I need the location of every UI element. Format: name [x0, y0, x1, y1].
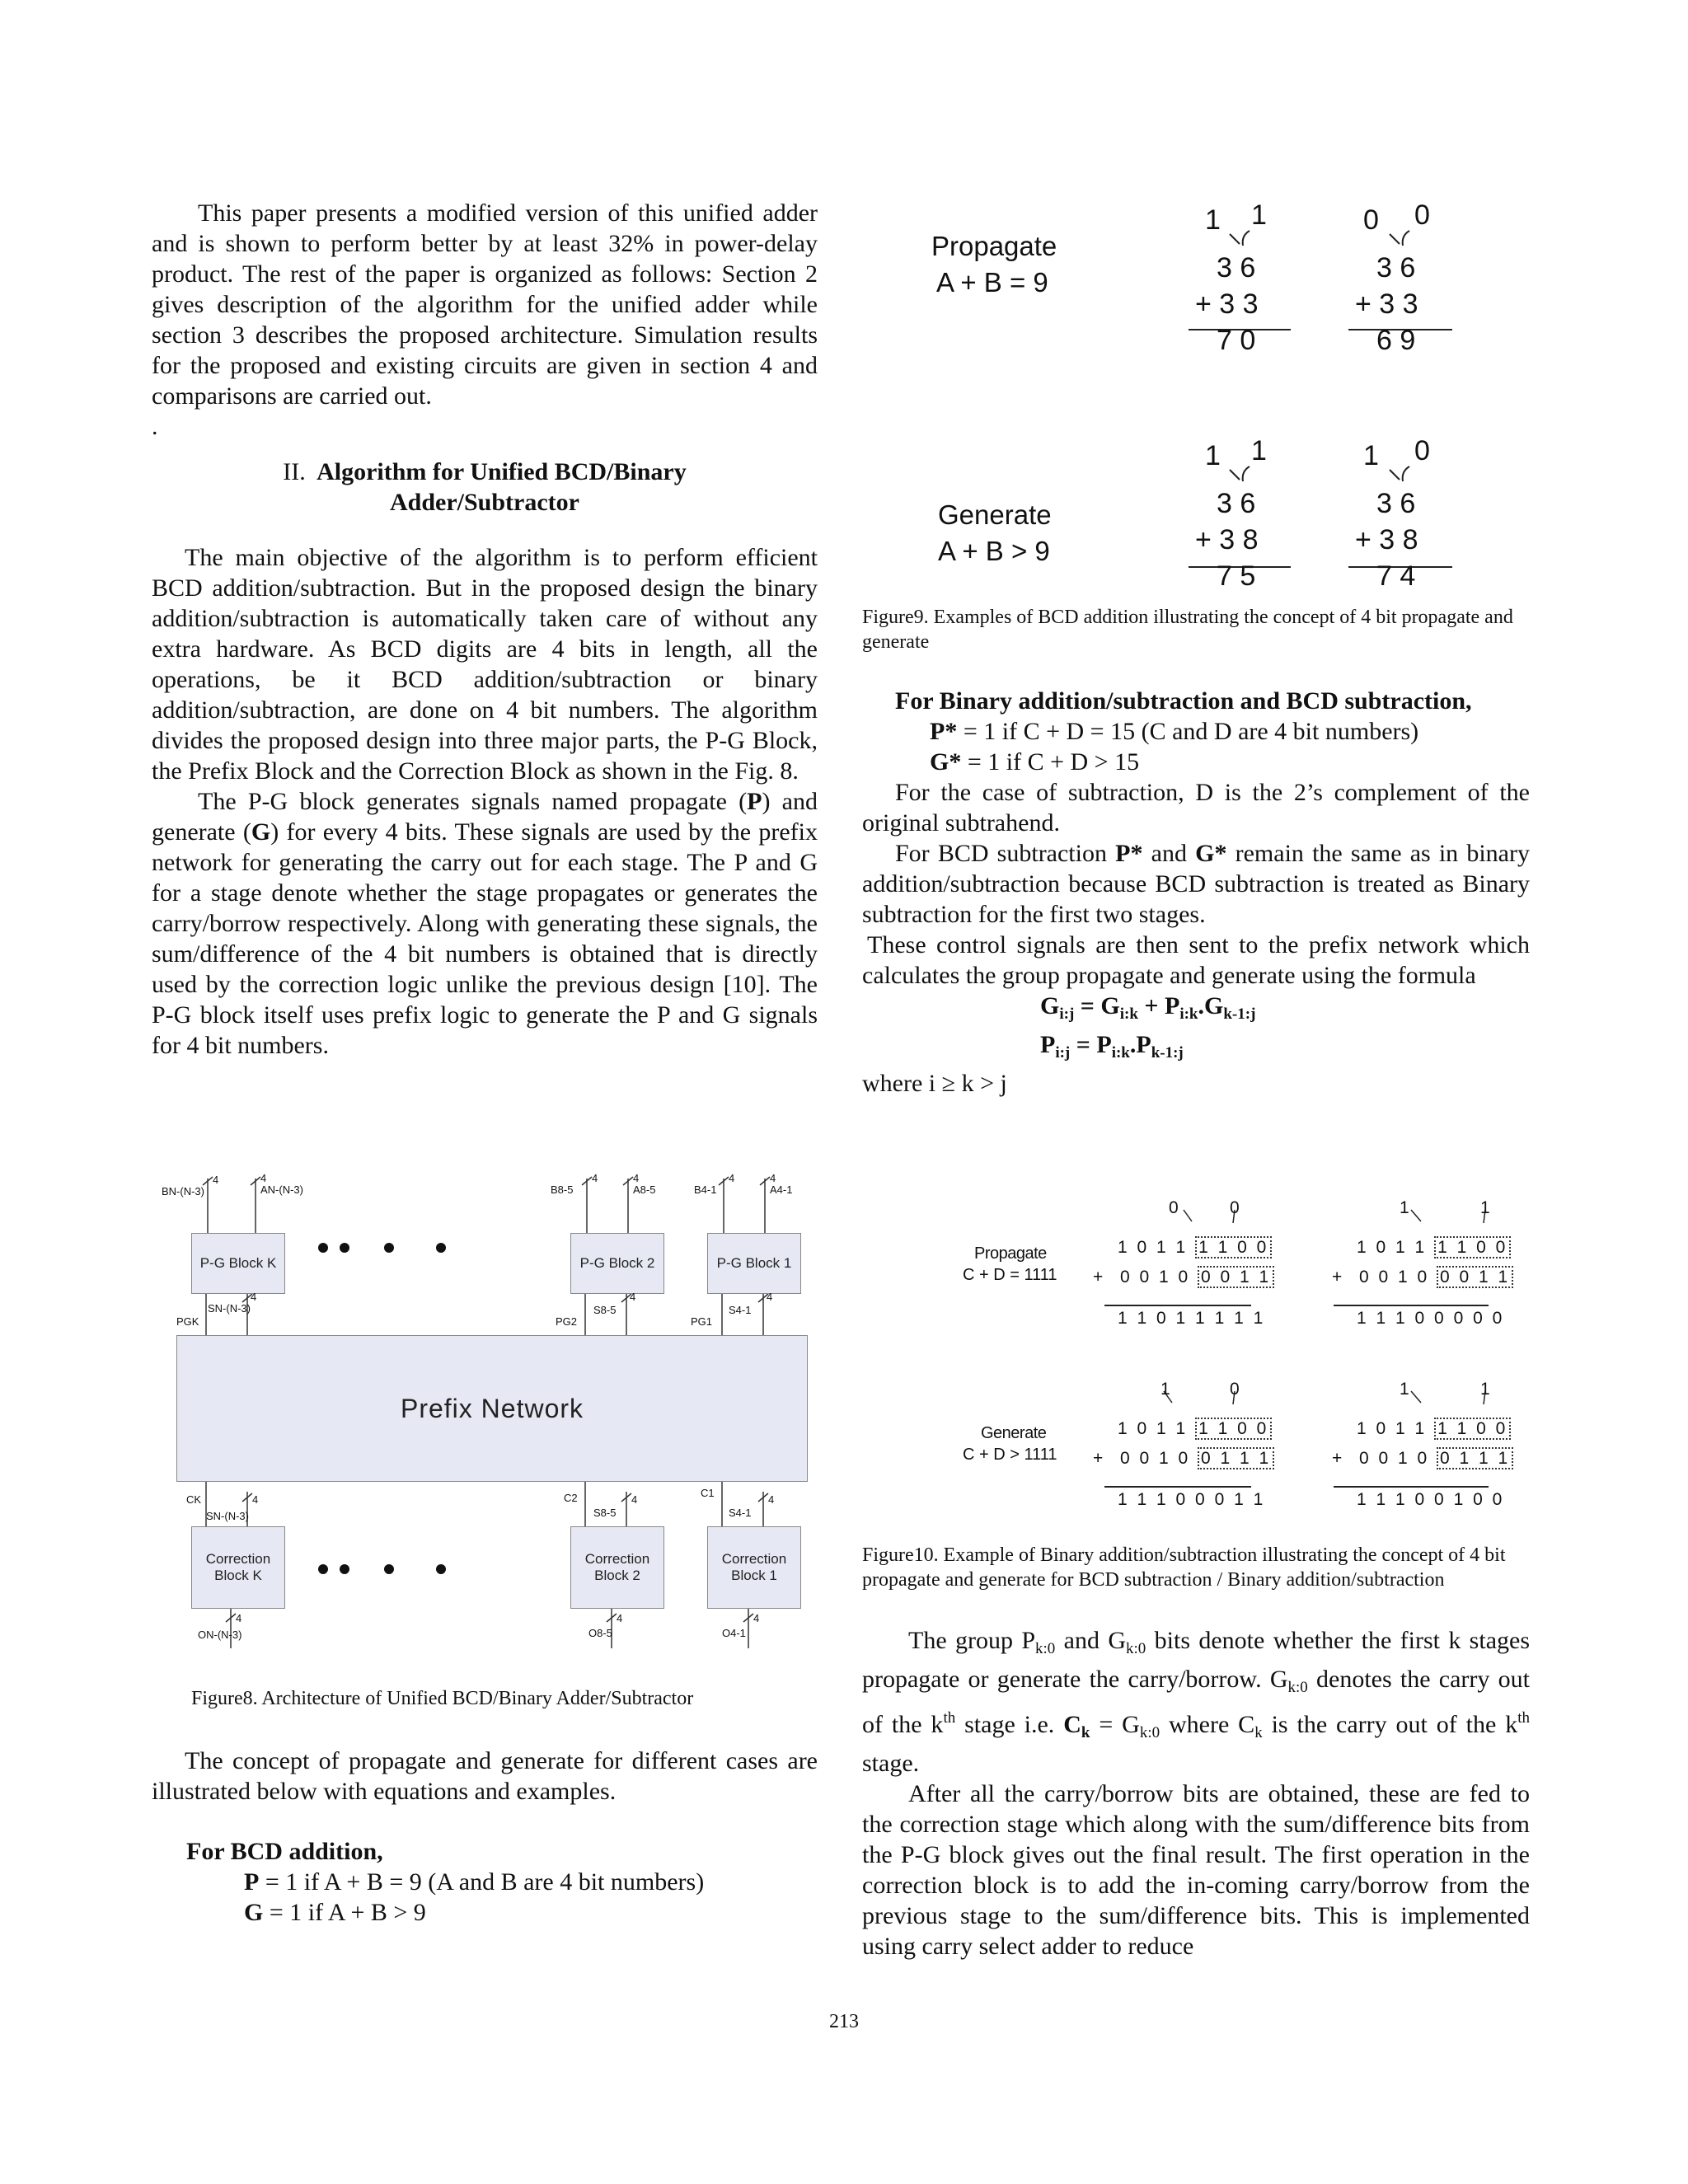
fig10-g2-sum: 1 1 1 0 0 1 0 0: [1357, 1490, 1505, 1509]
label-pg2: PG2: [556, 1315, 578, 1328]
fig10-p1-a-hi: 1 0 1 1: [1118, 1238, 1189, 1257]
label-s41-bottom: S4-1: [729, 1507, 752, 1519]
fig10-propagate-eq: C + D = 1111: [963, 1266, 1057, 1284]
correction-1-line2: Block 1: [731, 1568, 777, 1583]
eq-gstar-symbol: G*: [930, 748, 962, 776]
label-s41-top: S4-1: [729, 1304, 752, 1316]
fig9-p2-a: 3 6: [1376, 252, 1416, 284]
bcd-sub-gstar: G*: [1195, 840, 1227, 867]
bcd-sub-pstar: P*: [1115, 840, 1143, 867]
group-c: bits denote whether the first k stages propagate or generate the carry/borrow. G: [862, 1627, 1530, 1693]
fig10-g1-carry-left: 1: [1160, 1380, 1173, 1399]
fig10-p1-b: [1093, 1268, 1274, 1287]
label-width-o85: 4: [617, 1612, 623, 1624]
fp-p-sub: i:j: [1055, 1044, 1071, 1062]
fig9-g2-sum: 7 4: [1376, 560, 1416, 592]
group-sub3: k:0: [1287, 1679, 1308, 1696]
fig10-g1-a: [1118, 1419, 1272, 1439]
bcd-sub-b: remain the same as in binary addition/subtraction because BCD subtraction is treated as Binary subtraction for the first two stages.: [862, 840, 1530, 928]
fg-a-sub: i:k: [1119, 1005, 1138, 1023]
group-g: where C: [1160, 1711, 1255, 1738]
fg-b-sub: i:k: [1179, 1005, 1198, 1023]
fig9-p2-b: + 3 3: [1355, 288, 1418, 320]
fig10-p1-b-hi: 0 0 1 0: [1119, 1268, 1191, 1286]
fig9-generate-eq: A + B > 9: [938, 536, 1050, 566]
label-width-a85: 4: [633, 1172, 640, 1184]
fp-p: P: [1040, 1031, 1056, 1058]
bcd-sub-a: For BCD subtraction: [895, 840, 1116, 867]
label-width-an: 4: [260, 1172, 267, 1184]
fp-b-sub: k-1:j: [1151, 1044, 1184, 1062]
fig10-p2-b-lo: 0 0 1 1: [1437, 1266, 1513, 1288]
fig10-p1-a-lo: 1 1 0 0: [1195, 1236, 1272, 1258]
fig10-g1-b: [1093, 1449, 1274, 1469]
intro-paragraph: This paper presents a modified version of this unified adder and is shown to perform better by at least 32% in power-delay product. The rest of the paper is organized as follows: Section 2 gives description of the algorithm for the unified adder while section 3 describes the proposed architecture. Simulation results for the proposed and existing circuits are given in section 4 and comparisons are carried out.: [152, 199, 818, 410]
fig10-p1-plus: +: [1093, 1268, 1106, 1286]
fig10-p2-plus: +: [1332, 1268, 1345, 1286]
label-width-a41: 4: [770, 1172, 776, 1184]
eq-p-symbol: P: [244, 1868, 260, 1896]
pg-block-1: P-G Block 1: [707, 1233, 801, 1294]
label-pgk: PGK: [176, 1315, 199, 1328]
pg-text-c: ) for every 4 bits. These signals are used by the prefix network for generating the carry out for each stage. The P and G for a stage denote whether the stage propagates or generates the carry/borrow respectively. Along with generating these signals, the sum/difference of the 4 bit numbers is obtained that is directly used by the correction logic unlike the previous design [10]. The P-G block itself uses prefix logic to generate the P and G signals for 4 bit numbers.: [152, 818, 818, 1059]
fig10-p1-a: [1118, 1238, 1272, 1258]
fig10-generate-label: Generate: [981, 1424, 1047, 1442]
group-ck-sub: k: [1081, 1724, 1090, 1741]
section-heading: [152, 457, 818, 518]
fig9-g2-b: + 3 8: [1355, 524, 1418, 555]
label-c2: C2: [564, 1492, 578, 1504]
fig9-g1-a: 3 6: [1217, 488, 1256, 519]
fig10-p2-a: [1357, 1238, 1511, 1258]
fig9-g2-carry-right: 0: [1414, 435, 1430, 466]
fig10-g1-a-lo: 1 1 0 0: [1195, 1418, 1272, 1440]
fig10-g1-b-lo: 0 1 1 1: [1198, 1447, 1274, 1469]
label-s85-top: S8-5: [593, 1304, 617, 1316]
fig10-g2-b-hi: 0 0 1 0: [1358, 1449, 1430, 1468]
pg-text-P: P: [747, 788, 762, 815]
fig9-g2-carry-left: 1: [1363, 440, 1379, 471]
label-width-onk: 4: [236, 1612, 242, 1624]
fig9-g1-sum: 7 5: [1217, 560, 1256, 592]
label-width-s85-top: 4: [630, 1291, 636, 1303]
group-sub4: k:0: [1139, 1724, 1160, 1741]
fig9-g1-b: + 3 8: [1195, 524, 1259, 555]
bcd-subtraction-paragraph: [862, 838, 1530, 930]
fig10-p1-carry-right: 0: [1230, 1198, 1242, 1217]
fig10-p1-b-lo: 0 0 1 1: [1198, 1266, 1274, 1288]
label-o85: O8-5: [588, 1627, 612, 1639]
fg-b: + P: [1137, 992, 1180, 1019]
section-title-line2: Adder/Subtractor: [390, 489, 579, 516]
prefix-network: Prefix Network: [176, 1335, 808, 1482]
eq-pstar-line: [862, 716, 1530, 747]
correction-k-line2: Block K: [214, 1568, 262, 1583]
fig10-p2-carry-right: 1: [1480, 1198, 1493, 1217]
left-column-bottom: [152, 1746, 818, 1928]
correction-k-line1: Correction: [205, 1551, 271, 1567]
eq-g-text: = 1 if A + B > 9: [263, 1899, 426, 1926]
binary-heading: For Binary addition/subtraction and BCD subtraction,: [895, 687, 1472, 715]
fig10-g1-sum: 1 1 1 0 0 0 1 1: [1118, 1490, 1266, 1509]
group-f: = G: [1090, 1711, 1140, 1738]
correction-2-line2: Block 2: [594, 1568, 640, 1583]
group-sub1: k:0: [1035, 1640, 1056, 1657]
fig10-g1-carry-right: 0: [1230, 1380, 1242, 1399]
label-snk-top: SN-(N-3): [208, 1302, 251, 1315]
label-a85: A8-5: [633, 1183, 656, 1196]
fig10-g2-plus: +: [1332, 1449, 1345, 1468]
fig10-g2-b-lo: 0 1 1 1: [1437, 1447, 1513, 1469]
fig10-p2-a-hi: 1 0 1 1: [1357, 1238, 1428, 1257]
fg-a: = G: [1074, 992, 1120, 1019]
figure-10-caption: Figure10. Example of Binary addition/subtraction illustrating the concept of 4 bit propagate and generate for BCD subtraction / Binary addition/subtraction: [862, 1544, 1506, 1591]
pg-text-b: ) and generate (: [152, 788, 818, 846]
fig10-p2-b: [1332, 1268, 1513, 1287]
fig9-p1-a: 3 6: [1217, 252, 1256, 284]
label-width-s41-top: 4: [767, 1291, 773, 1303]
eq-gstar-text: = 1 if C + D > 15: [961, 748, 1140, 776]
fig9-p2-carry-left: 0: [1363, 204, 1379, 236]
eq-pstar-text: = 1 if C + D = 15 (C and D are 4 bit numbers): [957, 718, 1419, 745]
label-width-s41-bottom: 4: [768, 1493, 775, 1506]
figure-10: [945, 1198, 1513, 1528]
correction-block-2: [570, 1526, 664, 1609]
fig9-p2-sum: 6 9: [1376, 325, 1416, 356]
fig10-g2-carry-left: 1: [1400, 1380, 1412, 1399]
figure-8: [157, 1170, 816, 1665]
eq-pstar-symbol: P*: [930, 718, 958, 745]
section-title-line1: Algorithm for Unified BCD/Binary: [316, 458, 687, 485]
fig10-propagate-label: Propagate: [974, 1244, 1047, 1263]
formula-g: [862, 991, 1530, 1029]
right-column: [862, 686, 1530, 1099]
eq-p-line: [152, 1867, 818, 1897]
group-h: is the carry out of the k: [1262, 1711, 1518, 1738]
fp-a-sub: i:k: [1111, 1044, 1130, 1062]
label-width-s85-bottom: 4: [631, 1493, 638, 1506]
group-i: stage.: [862, 1750, 920, 1777]
where-line: where i ≥ k > j: [862, 1070, 1007, 1097]
label-width-bn: 4: [213, 1174, 219, 1186]
label-s85-bottom: S8-5: [593, 1507, 617, 1519]
eq-g-line: [152, 1897, 818, 1928]
fg-c-sub: k-1:j: [1223, 1005, 1256, 1023]
label-width-snk-bottom: 4: [252, 1493, 259, 1506]
subtraction-paragraph: For the case of subtraction, D is the 2’s complement of the original subtrahend.: [862, 779, 1530, 837]
fig9-p2-carry-right: 0: [1414, 199, 1430, 231]
left-column: [152, 198, 818, 1061]
fig10-p1-carry-left: 0: [1169, 1198, 1181, 1217]
fig10-g1-plus: +: [1093, 1449, 1106, 1468]
fig9-p1-carry-left: 1: [1205, 204, 1221, 236]
label-c1: C1: [701, 1487, 715, 1499]
pg-block-paragraph: [152, 786, 818, 1061]
eq-p-text: = 1 if A + B = 9 (A and B are 4 bit numbers): [259, 1868, 705, 1896]
fig10-p1-sum: 1 1 0 1 1 1 1 1: [1118, 1309, 1266, 1328]
fig10-g2-b: [1332, 1449, 1513, 1469]
correction-block-1: [707, 1526, 801, 1609]
page-number: 213: [829, 2011, 859, 2032]
section-number: II.: [283, 458, 306, 485]
fig9-g1-carry-left: 1: [1205, 440, 1221, 471]
algorithm-paragraph: The main objective of the algorithm is to perform efficient BCD addition/subtraction. But in the proposed design the binary addition/subtraction is automatically taken care of without any extra hardware. As BCD digits are 4 bits in length, all the operations, be it BCD addition/subtraction or binary addition/subtraction, are done on 4 bit numbers. The algorithm divides the proposed design into three major parts, the P-G Block, the Prefix Block and the Correction Block as shown in the Fig. 8.: [152, 544, 818, 785]
label-pg1: PG1: [691, 1315, 713, 1328]
label-an: AN-(N-3): [260, 1183, 303, 1196]
figure-9-caption: Figure9. Examples of BCD addition illustrating the concept of 4 bit propagate and generate: [862, 607, 1513, 653]
group-sub5: k: [1254, 1724, 1263, 1741]
label-snk-bottom: SN-(N-3): [206, 1510, 249, 1522]
fg-c: .G: [1198, 992, 1224, 1019]
group-sup2: th: [1517, 1709, 1530, 1727]
fig10-g2-carry-right: 1: [1480, 1380, 1493, 1399]
eq-gstar-line: [862, 747, 1530, 777]
eq-g-symbol: G: [244, 1899, 264, 1926]
fig10-p2-b-hi: 0 0 1 0: [1358, 1268, 1430, 1286]
fig10-g2-a-lo: 1 1 0 0: [1434, 1418, 1511, 1440]
figure-8-caption: Figure8. Architecture of Unified BCD/Binary Adder/Subtractor: [191, 1688, 694, 1709]
right-column-bottom: [862, 1625, 1530, 1961]
correction-1-line1: Correction: [721, 1551, 787, 1567]
fig9-propagate-eq: A + B = 9: [936, 267, 1048, 298]
fp-a: = P: [1070, 1031, 1112, 1058]
fg-g-sub: i:j: [1059, 1005, 1075, 1023]
fig10-p2-carry-left: 1: [1400, 1198, 1412, 1217]
correction-2-line1: Correction: [584, 1551, 650, 1567]
group-a: The group P: [908, 1627, 1036, 1654]
fig9-p1-b: + 3 3: [1195, 288, 1259, 320]
fg-g: G: [1040, 992, 1060, 1019]
pg-text-G: G: [251, 818, 271, 846]
formula-p: [862, 1029, 1530, 1068]
fig10-g1-b-hi: 0 0 1 0: [1119, 1449, 1191, 1468]
label-b85: B8-5: [551, 1183, 574, 1196]
group-b: and G: [1055, 1627, 1127, 1654]
bcd-addition-heading: For BCD addition,: [186, 1838, 383, 1865]
group-sup1: th: [943, 1709, 956, 1727]
fig9-p1-carry-right: 1: [1251, 199, 1267, 231]
label-b41: B4-1: [694, 1183, 717, 1196]
label-width-o41: 4: [753, 1612, 760, 1624]
bcd-sub-and: and: [1142, 840, 1196, 867]
label-a41: A4-1: [770, 1183, 793, 1196]
fig9-g1-carry-right: 1: [1251, 435, 1267, 466]
figure-9: [862, 198, 1530, 602]
fig9-p1-sum: 7 0: [1217, 325, 1256, 356]
fig10-p2-a-lo: 1 1 0 0: [1434, 1236, 1511, 1258]
fig10-g1-a-hi: 1 0 1 1: [1118, 1419, 1189, 1438]
fp-b: .P: [1129, 1031, 1151, 1058]
group-ck: C: [1063, 1711, 1081, 1738]
intro-paragraph-tail: .: [152, 413, 158, 440]
fig9-g2-a: 3 6: [1376, 488, 1416, 519]
fig10-g2-a: [1357, 1419, 1511, 1439]
label-bn: BN-(N-3): [162, 1185, 204, 1197]
group-sub2: k:0: [1126, 1640, 1146, 1657]
label-onk: ON-(N-3): [198, 1629, 242, 1641]
label-o41: O4-1: [722, 1627, 746, 1639]
group-paragraph: [862, 1625, 1530, 1779]
pg-block-k: P-G Block K: [191, 1233, 285, 1294]
fig10-p2-sum: 1 1 1 0 0 0 0 0: [1357, 1309, 1505, 1328]
label-width-b41: 4: [729, 1172, 735, 1184]
pg-block-2: P-G Block 2: [570, 1233, 664, 1294]
group-d: denotes the carry out of the k: [862, 1666, 1530, 1738]
group-e: stage i.e.: [955, 1711, 1064, 1738]
concept-paragraph: The concept of propagate and generate for different cases are illustrated below with equations and examples.: [152, 1747, 818, 1805]
label-width-snk-top: 4: [251, 1291, 257, 1303]
fig9-propagate-label: Propagate: [931, 231, 1057, 261]
fig9-generate-label: Generate: [938, 499, 1052, 530]
label-ck: CK: [186, 1493, 202, 1506]
fig10-generate-eq: C + D > 1111: [963, 1446, 1057, 1464]
control-signals-paragraph: These control signals are then sent to the prefix network which calculates the group propagate and generate using the formula: [862, 931, 1530, 989]
pg-text-a: The P-G block generates signals named propagate (: [198, 788, 748, 815]
correction-block-k: [191, 1526, 285, 1609]
label-width-b85: 4: [592, 1172, 598, 1184]
fig10-g2-a-hi: 1 0 1 1: [1357, 1419, 1428, 1438]
after-paragraph: After all the carry/borrow bits are obtained, these are fed to the correction stage which along with the sum/difference bits from the P-G block gives out the final result. The first operation in the correction block is to add the in-coming carry/borrow from the previous stage to the sum/difference bits. This is implemented using carry select adder to reduce: [862, 1780, 1530, 1960]
